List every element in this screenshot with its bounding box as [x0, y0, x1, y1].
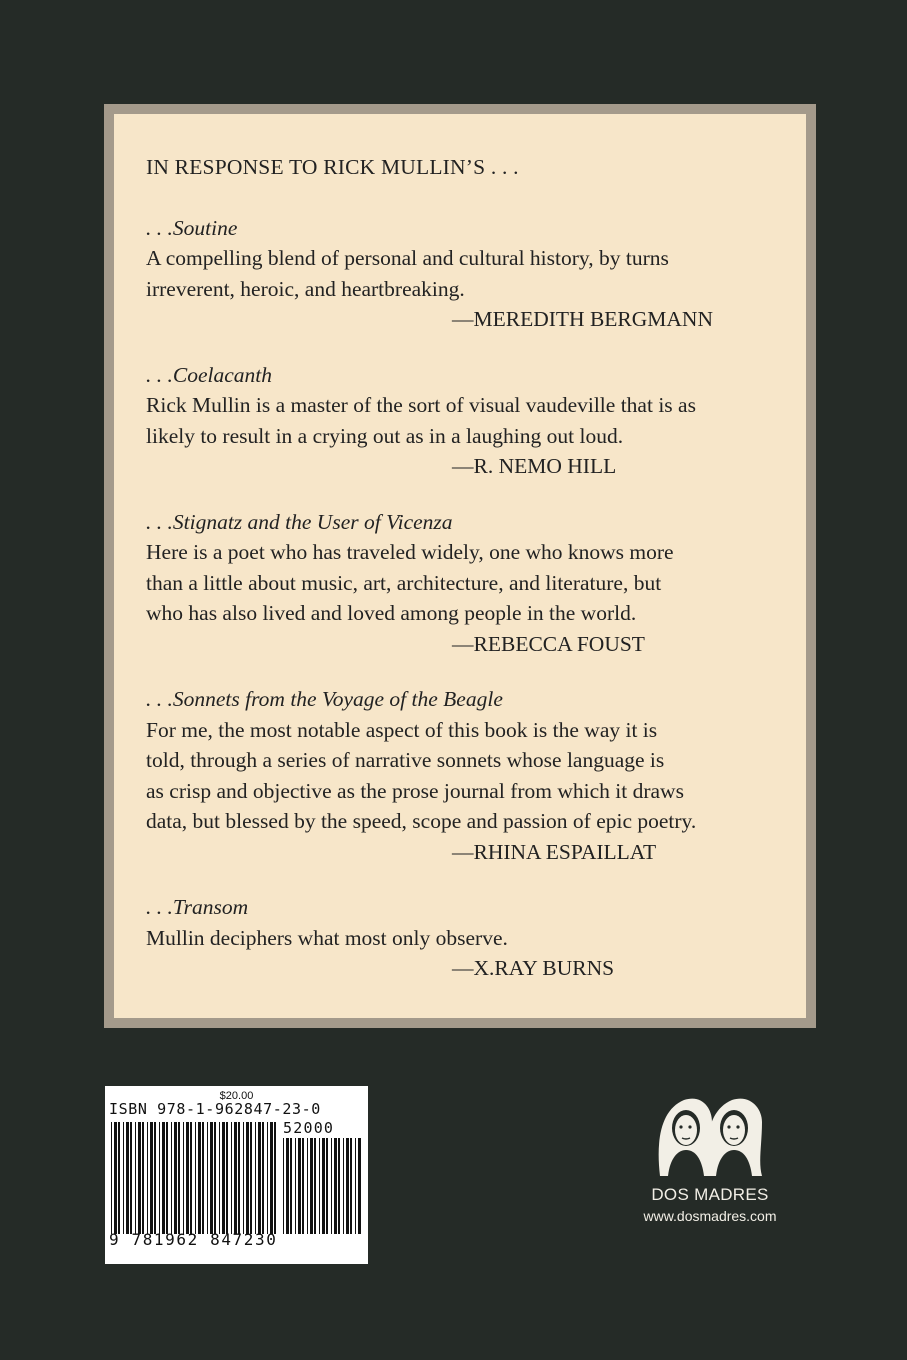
- barcode-bar: [207, 1122, 208, 1234]
- book-title: . . .Soutine: [146, 215, 238, 240]
- blurb-panel: [104, 104, 816, 1028]
- barcode-bar: [114, 1122, 117, 1234]
- barcode-bar: [258, 1122, 261, 1234]
- dos-madres-logo-icon: [650, 1092, 770, 1178]
- barcode-bar: [334, 1138, 337, 1234]
- blurb-author: —RHINA ESPAILLAT: [452, 839, 657, 864]
- addon-barcode-bars: [283, 1138, 363, 1234]
- barcode-bar: [255, 1122, 256, 1234]
- blurb-line: A compelling blend of personal and cultural history, by turns: [146, 246, 669, 270]
- blurb-line: Mullin deciphers what most only observe.: [146, 925, 508, 950]
- barcode-bar: [190, 1122, 192, 1234]
- blurb-line: data, but blessed by the speed, scope and passion of epic poetry.: [146, 809, 697, 833]
- publisher-url: www.dosmadres.com: [643, 1208, 777, 1224]
- blurb-line: For me, the most notable aspect of this book is the way it is: [146, 717, 658, 742]
- blurb-entry-transom: [146, 892, 776, 984]
- barcode-bar: [238, 1122, 240, 1234]
- barcode-bar: [358, 1138, 361, 1234]
- barcode-bar: [123, 1122, 124, 1234]
- barcode-digits: 9 781962 847230: [109, 1230, 278, 1249]
- blurb-author: —REBECCA FOUST: [452, 631, 645, 656]
- book-title: . . .Coelacanth: [146, 362, 272, 387]
- barcode-bar: [126, 1122, 129, 1234]
- blurb-entry-soutine: [146, 213, 776, 335]
- blurb-line: as crisp and objective as the prose journal from which it draws: [146, 778, 684, 803]
- barcode-bar: [214, 1122, 216, 1234]
- blurb-panel-inner: [114, 114, 806, 1018]
- blurb-heading: IN RESPONSE TO RICK MULLIN’S . . .: [146, 155, 519, 179]
- barcode-bar: [142, 1122, 144, 1234]
- barcode-bar: [171, 1122, 172, 1234]
- barcode-bar: [147, 1122, 148, 1234]
- blurb-author: —R. NEMO HILL: [452, 454, 617, 478]
- ean-barcode-bars: [111, 1122, 277, 1234]
- barcode-bar: [135, 1122, 136, 1234]
- barcode-bar: [270, 1122, 273, 1234]
- barcode-bar: [331, 1138, 332, 1234]
- barcode-bar: [130, 1122, 132, 1234]
- barcode-bar: [154, 1122, 156, 1234]
- barcode-bar: [174, 1122, 177, 1234]
- barcode-bar: [195, 1122, 196, 1234]
- barcode-bar: [202, 1122, 204, 1234]
- barcode-bar: [138, 1122, 141, 1234]
- barcode-bar: [159, 1122, 160, 1234]
- barcode-bar: [162, 1122, 165, 1234]
- barcode-bar: [350, 1138, 352, 1234]
- barcode-bar: [298, 1138, 301, 1234]
- barcode-bar: [111, 1122, 112, 1234]
- barcode-bar: [250, 1122, 252, 1234]
- barcode-bar: [319, 1138, 320, 1234]
- barcode-bar: [314, 1138, 316, 1234]
- barcode-bar: [290, 1138, 292, 1234]
- book-title: . . .Sonnets from the Voyage of the Beagle: [146, 687, 503, 711]
- blurb-entry-stignatz: [146, 507, 776, 660]
- blurb-entry-coelacanth: [146, 360, 776, 482]
- barcode-bar: [355, 1138, 356, 1234]
- barcode-bar: [222, 1122, 225, 1234]
- blurb-author: —MEREDITH BERGMANN: [452, 307, 713, 331]
- barcode-bar: [219, 1122, 220, 1234]
- barcode-bar: [243, 1122, 244, 1234]
- barcode-bar: [166, 1122, 168, 1234]
- barcode-bar: [338, 1138, 340, 1234]
- book-title: . . .Transom: [146, 895, 249, 919]
- barcode-bar: [234, 1122, 237, 1234]
- barcode-bar: [286, 1138, 289, 1234]
- book-title: . . .Stignatz and the User of Vicenza: [146, 509, 453, 534]
- blurb-line: Rick Mullin is a master of the sort of visual vaudeville that is as: [146, 393, 696, 417]
- barcode-bar: [307, 1138, 308, 1234]
- blurb-line: than a little about music, art, architecture, and literature, but: [146, 570, 662, 595]
- barcode-bar: [274, 1122, 276, 1234]
- barcode-bar: [183, 1122, 184, 1234]
- isbn-barcode-label: [105, 1086, 368, 1264]
- publisher-name: DOS MADRES: [651, 1185, 769, 1204]
- barcode-bar: [302, 1138, 304, 1234]
- blurb-author: —X.RAY BURNS: [452, 956, 615, 980]
- barcode-bar: [267, 1122, 268, 1234]
- barcode-bar: [178, 1122, 180, 1234]
- barcode-bar: [186, 1122, 189, 1234]
- blurb-entry-sonnets: [146, 684, 776, 867]
- barcode-bar: [231, 1122, 232, 1234]
- barcode-bar: [210, 1122, 213, 1234]
- isbn-number: ISBN 978-1-962847-23-0: [109, 1100, 321, 1118]
- barcode-bar: [198, 1122, 201, 1234]
- barcode-bar: [343, 1138, 344, 1234]
- barcode-bar: [326, 1138, 328, 1234]
- blurb-line: likely to result in a crying out as in a laughing out loud.: [146, 423, 624, 448]
- barcode-bar: [246, 1122, 249, 1234]
- barcode-bar: [226, 1122, 228, 1234]
- barcode-bar: [150, 1122, 153, 1234]
- price-addon-digits: 52000: [283, 1119, 335, 1137]
- barcode-bar: [283, 1138, 284, 1234]
- blurb-line: told, through a series of narrative sonnets whose language is: [146, 748, 665, 772]
- barcode-bar: [118, 1122, 120, 1234]
- publisher-block: [630, 1092, 790, 1224]
- barcode-bar: [310, 1138, 313, 1234]
- blurb-line: irreverent, heroic, and heartbreaking.: [146, 276, 465, 301]
- blurb-line: who has also lived and loved among people in the world.: [146, 601, 637, 625]
- barcode-bar: [295, 1138, 296, 1234]
- barcode-bar: [262, 1122, 264, 1234]
- barcode-bar: [322, 1138, 325, 1234]
- blurb-line: Here is a poet who has traveled widely, one who knows more: [146, 540, 674, 564]
- price: $20.00: [219, 1090, 254, 1102]
- barcode-bar: [346, 1138, 349, 1234]
